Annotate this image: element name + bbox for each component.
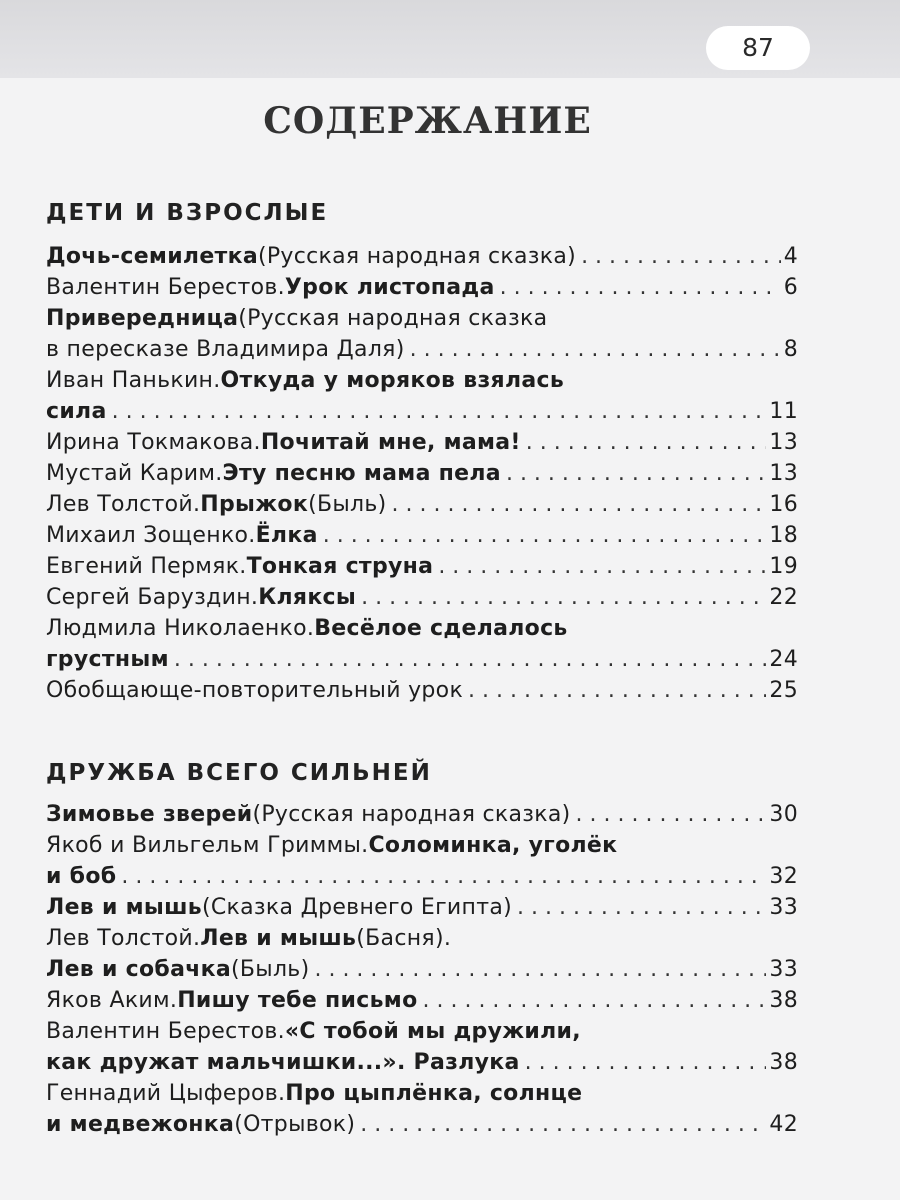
toc-entry[interactable]	[46, 613, 798, 644]
toc-author: Геннадий Цыферов.	[46, 1081, 286, 1106]
page-number-badge: 87	[706, 26, 810, 70]
toc-page-number: 13	[769, 430, 798, 455]
toc-work-title: Соломинка, уголёк	[368, 833, 618, 858]
toc-entry[interactable]	[46, 1016, 798, 1047]
toc-page-number: 22	[769, 585, 798, 610]
toc-entry[interactable]	[46, 582, 798, 613]
toc-work-title: Лев и мышь	[200, 926, 357, 951]
dot-leader	[581, 241, 781, 272]
dot-leader	[423, 985, 767, 1016]
toc-author: Сергей Баруздин.	[46, 585, 259, 610]
toc-work-title: Откуда у моряков взялась	[220, 368, 565, 393]
toc-note: (Русская народная сказка	[238, 306, 548, 331]
toc-entry[interactable]	[46, 923, 798, 954]
toc-entry[interactable]	[46, 675, 798, 706]
toc-entry[interactable]	[46, 272, 798, 303]
toc-entry[interactable]	[46, 303, 798, 334]
toc-entry-continuation[interactable]	[46, 861, 798, 892]
toc-work-title: Про цыплёнка, солнце	[285, 1081, 583, 1106]
toc-work-title: Тонкая струна	[246, 554, 434, 579]
page-title: СОДЕРЖАНИЕ	[263, 100, 592, 142]
toc-entry-continuation[interactable]	[46, 334, 798, 365]
dot-leader	[468, 675, 766, 706]
toc-work-title: Прыжок	[200, 492, 309, 517]
toc-author: Михаил Зощенко.	[46, 523, 256, 548]
toc-work-title: и боб	[46, 864, 117, 889]
toc-entry[interactable]	[46, 799, 798, 830]
dot-leader	[361, 582, 766, 613]
toc-author: Иван Панькин.	[46, 368, 221, 393]
toc-page-number: 30	[769, 802, 798, 827]
toc-work-title: грустным	[46, 647, 169, 672]
toc-work-title: Почитай мне, мама!	[260, 430, 521, 455]
toc-note: (Русская народная сказка)	[257, 244, 577, 269]
toc-work-title: Ёлка	[255, 523, 318, 548]
toc-page-number: 16	[769, 492, 798, 517]
toc-author: Яков Аким.	[46, 988, 178, 1013]
dot-leader	[112, 396, 767, 427]
toc-entry-continuation[interactable]	[46, 644, 798, 675]
toc-author: Лев Толстой.	[46, 926, 201, 951]
toc-page-number: 6	[783, 275, 798, 300]
dot-leader	[392, 489, 767, 520]
toc-entry[interactable]	[46, 985, 798, 1016]
toc-work-title: Лев и мышь	[46, 895, 203, 920]
toc-author: Людмила Николаенко.	[46, 616, 315, 641]
toc-work-title: Эту песню мама пела	[222, 461, 501, 486]
toc-page-number: 18	[769, 523, 798, 548]
toc-page-number: 8	[783, 337, 798, 362]
toc-page-number: 38	[769, 1050, 798, 1075]
toc-entry-continuation[interactable]	[46, 396, 798, 427]
toc-note: (Басня).	[356, 926, 452, 951]
dot-leader	[438, 551, 766, 582]
section-title-friendship: ДРУЖБА ВСЕГО СИЛЬНЕЙ	[46, 760, 432, 786]
toc-page-number: 33	[769, 957, 798, 982]
dot-leader	[525, 1047, 767, 1078]
dot-leader	[576, 799, 767, 830]
toc-author: Обобщающе-повторительный урок	[46, 678, 464, 703]
toc-work-title: Зимовье зверей	[46, 802, 253, 827]
toc-work-title: сила	[46, 399, 107, 424]
toc-page-number: 4	[783, 244, 798, 269]
toc-entry[interactable]	[46, 551, 798, 582]
toc-page-number: 19	[769, 554, 798, 579]
dot-leader	[410, 334, 781, 365]
toc-page-number: 32	[769, 864, 798, 889]
toc-author: Мустай Карим.	[46, 461, 223, 486]
toc-author: Лев Толстой.	[46, 492, 201, 517]
toc-work-title: Пишу тебе письмо	[177, 988, 418, 1013]
toc-page-number: 25	[769, 678, 798, 703]
toc-page-number: 24	[769, 647, 798, 672]
toc-entry-continuation[interactable]	[46, 954, 798, 985]
dot-leader	[500, 272, 781, 303]
toc-entry[interactable]	[46, 241, 798, 272]
dot-leader	[174, 644, 767, 675]
dot-leader	[314, 954, 766, 985]
toc-work-title: и медвежонка	[46, 1112, 235, 1137]
toc-note: (Быль)	[231, 957, 310, 982]
toc-entry[interactable]	[46, 830, 798, 861]
toc-author: Валентин Берестов.	[46, 1019, 285, 1044]
toc-author: Якоб и Вильгельм Гриммы.	[46, 833, 369, 858]
toc-entry[interactable]	[46, 427, 798, 458]
toc-work-title: Привередница	[46, 306, 239, 331]
toc-entry[interactable]	[46, 520, 798, 551]
toc-work-title: Урок листопада	[284, 275, 495, 300]
toc-work-title: «С тобой мы дружили,	[284, 1019, 581, 1044]
toc-page-number: 13	[769, 461, 798, 486]
toc-work-title: Кляксы	[258, 585, 357, 610]
toc-entry[interactable]	[46, 365, 798, 396]
toc-note: в пересказе Владимира Даля)	[46, 337, 405, 362]
toc-list-section-1	[46, 241, 798, 706]
toc-work-title: Лев и собачка	[46, 957, 231, 982]
dot-leader	[323, 520, 767, 551]
toc-note: (Русская народная сказка)	[252, 802, 571, 827]
toc-work-title: как дружат мальчишки...». Разлука	[46, 1050, 520, 1075]
dot-leader	[360, 1109, 766, 1140]
dot-leader	[506, 458, 766, 489]
toc-work-title: Дочь-семилетка	[46, 244, 258, 269]
toc-entry[interactable]	[46, 1078, 798, 1109]
dot-leader	[121, 861, 766, 892]
toc-entry-continuation[interactable]	[46, 1109, 798, 1140]
toc-note: (Сказка Древнего Египта)	[202, 895, 512, 920]
toc-entry[interactable]	[46, 489, 798, 520]
toc-author: Ирина Токмакова.	[46, 430, 261, 455]
toc-page-number: 11	[769, 399, 798, 424]
toc-entry-continuation[interactable]	[46, 1047, 798, 1078]
toc-note: (Быль)	[308, 492, 387, 517]
toc-page-number: 33	[769, 895, 798, 920]
toc-page-number: 38	[769, 988, 798, 1013]
toc-entry[interactable]	[46, 458, 798, 489]
toc-page-number: 42	[769, 1112, 798, 1137]
toc-list-section-2	[46, 799, 798, 1140]
toc-author: Евгений Пермяк.	[46, 554, 247, 579]
section-title-children-adults: ДЕТИ И ВЗРОСЛЫЕ	[46, 200, 329, 226]
dot-leader	[526, 427, 767, 458]
toc-author: Валентин Берестов.	[46, 275, 285, 300]
toc-work-title: Весёлое сделалось	[314, 616, 568, 641]
toc-note: (Отрывок)	[234, 1112, 356, 1137]
dot-leader	[517, 892, 766, 923]
toc-entry[interactable]	[46, 892, 798, 923]
